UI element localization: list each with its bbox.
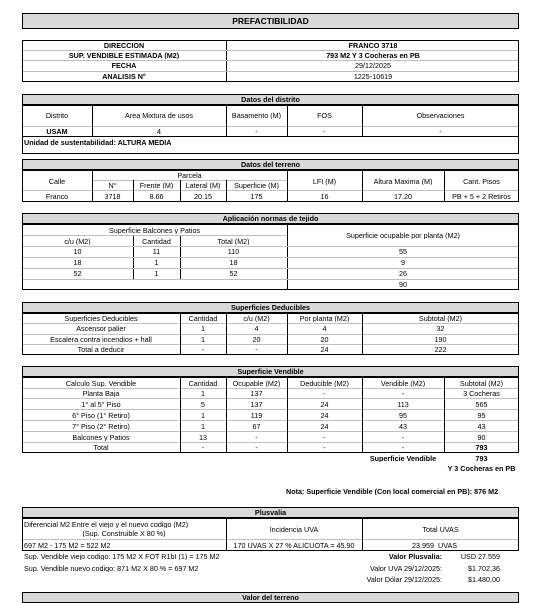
terreno-header-lateral: Lateral (M) (185, 182, 221, 190)
vendible-cell: - (401, 444, 405, 452)
tejido-cell: 55 (399, 248, 407, 256)
vendible-total: 793 (475, 444, 488, 452)
vendible-cell: - (323, 390, 326, 398)
tejido-cell: 18 (73, 259, 82, 267)
tejido-cell: 10 (73, 248, 82, 256)
valor-plusvalia-label: Valor Plusvalia: (388, 553, 442, 561)
vendible-cell: 24 (320, 423, 329, 431)
sup-vendible-label: SUP. VENDIBLE ESTIMADA (M2) (68, 52, 180, 60)
vendible-cell: - (323, 444, 326, 452)
vendible-cell: 137 (250, 401, 263, 409)
deducibles-cell: 1 (201, 336, 205, 344)
direccion-value: FRANCO 3718 (348, 42, 398, 50)
vendible-cell: 67 (252, 423, 261, 431)
vendible-header: Cantidad (188, 380, 218, 388)
plusvalia-col1-header: Diferencial M2 Entre el viejo y el nuevo codigo (M2) (24, 521, 189, 529)
deducibles-cell: 20 (252, 336, 261, 344)
distrito-header-distrito: Distrito (45, 112, 69, 120)
terreno-header-lfi: LFI (M) (312, 178, 337, 186)
tejido-title: Aplicación normas de tejido (222, 215, 319, 223)
frente-value: 8.66 (149, 193, 164, 201)
vendible-cell: 565 (475, 401, 488, 409)
tejido-group-header: Superficie Balcones y Patios (108, 227, 201, 235)
tejido-total: 90 (399, 281, 407, 289)
plusvalia-col3-unit: UVAS (438, 542, 458, 550)
tejido-cell: 110 (227, 248, 240, 256)
terreno-header-frente: Frente (M) (139, 182, 174, 190)
plusvalia-title: Plusvalia (254, 509, 287, 517)
plusvalia-col2-value: 170 UVAS X 27 % ALICUOTA = 45.90 (233, 542, 355, 550)
fos-value: - (323, 128, 326, 136)
tejido-cell: 18 (229, 259, 238, 267)
terreno-header-pisos: Cant. Pisos (463, 178, 500, 186)
fecha-value: 29/12/2025 (355, 62, 391, 70)
tejido-cell: 11 (152, 248, 161, 256)
distrito-title: Datos del distrito (241, 96, 300, 104)
vendible-title: Superficie Vendible (237, 368, 304, 376)
terreno-title: Datos del terreno (240, 161, 301, 169)
pisos-value: PB + 5 + 2 Retiros (452, 193, 511, 201)
tejido-cell: 9 (401, 259, 405, 267)
deducibles-cell: - (201, 346, 205, 354)
terreno-header-parcela: Parcela (177, 172, 202, 180)
tejido-header-total: Total (M2) (217, 238, 250, 246)
deducibles-header: Cantidad (188, 315, 218, 323)
vendible-header: Subtotal (M2) (459, 380, 504, 388)
vendible-cell: - (201, 444, 205, 452)
deducibles-header: Por planta (M2) (299, 315, 350, 323)
tejido-right-header: Superficie ocupable por planta (M2) (346, 232, 460, 240)
tejido-header-cu: c/u (M2) (64, 238, 91, 246)
tejido-cell: 52 (73, 270, 82, 278)
distrito-value: USAM (46, 128, 68, 136)
analisis-value: 1225-10619 (353, 73, 393, 81)
tejido-cell: 1 (154, 259, 159, 267)
deducibles-cell: 32 (436, 325, 445, 333)
deducibles-cell: Ascensor palier (76, 325, 126, 333)
distrito-note: Unidad de sustentabilidad: ALTURA MEDIA (24, 139, 172, 147)
vendible-cell: 43 (399, 423, 407, 431)
altura-value: 17.20 (394, 193, 412, 201)
vendible-cell: 24 (320, 412, 329, 420)
plusvalia-col1-subheader: (Sup. Construible X 80 %) (82, 530, 166, 538)
distrito-header-area: Area Mixtura de usos (125, 112, 193, 120)
deducibles-cell: 1 (201, 325, 205, 333)
deducibles-cell: 20 (320, 336, 329, 344)
vendible-cell: - (401, 434, 405, 442)
vendible-cell: 3 Cocheras (463, 390, 500, 398)
analisis-label: ANALISIS N° (102, 73, 146, 81)
vendible-header: Vendible (M2) (380, 380, 426, 388)
vendible-cell: 95 (399, 412, 407, 420)
direccion-label: DIRECCION (103, 42, 145, 50)
valor-dolar-value: $1.480,00 (468, 576, 500, 584)
plusvalia-col2-header: Incidencia UVA (269, 526, 319, 534)
vendible-cell: Balcones y Patios (72, 434, 130, 442)
fecha-label: FECHA (111, 62, 137, 70)
vendible-cell: 95 (477, 412, 486, 420)
vendible-cell: 24 (320, 401, 329, 409)
deducibles-title: Superficies Deducibles (230, 304, 311, 312)
deducibles-cell: 4 (322, 325, 327, 333)
vendible-summary-extra: Y 3 Cocheras en PB (447, 465, 516, 473)
vendible-cell: 119 (250, 412, 263, 420)
vendible-summary-value: 793 (475, 455, 488, 463)
vendible-header: Deducible (M2) (300, 380, 349, 388)
deducibles-header: Subtotal (M2) (418, 315, 463, 323)
vendible-cell: - (401, 390, 405, 398)
plusvalia-line2: Sup. Vendible nuevo codigo: 871 M2 X 80 % = 697 M2 (24, 565, 199, 573)
lateral-value: 20.15 (194, 193, 212, 201)
vendible-cell: - (255, 444, 258, 452)
tejido-cell: 26 (399, 270, 407, 278)
vendible-header: Calculo Sup. Vendible (65, 380, 137, 388)
deducibles-cell: 222 (434, 346, 447, 354)
valor-uva-value: $1.702,36 (468, 565, 500, 573)
deducibles-cell: - (255, 346, 258, 354)
observaciones-value: - (439, 128, 442, 136)
deducibles-header: c/u (M2) (243, 315, 270, 323)
distrito-header-observaciones: Observaciones (416, 112, 465, 120)
tejido-cell: 52 (229, 270, 238, 278)
deducibles-cell: 24 (320, 346, 329, 354)
calle-value: Franco (45, 193, 69, 201)
vendible-cell: 5 (201, 401, 205, 409)
distrito-header-basamento: Basamento (M) (231, 112, 282, 120)
valor-uva-label: Valor UVA 29/12/2025: (369, 565, 442, 573)
terreno-valor-title: Valor del terreno (242, 594, 299, 602)
deducibles-header: Superficies Deducibles (64, 315, 138, 323)
vendible-cell: - (255, 434, 258, 442)
vendible-cell: Total (93, 444, 109, 452)
sup-vendible-value: 793 M2 Y 3 Cocheras en PB (326, 52, 420, 60)
area-value: 4 (157, 128, 161, 136)
vendible-cell: 1 (201, 390, 205, 398)
plusvalia-col1-value: 697 M2 - 175 M2 = 522 M2 (24, 542, 111, 550)
vendible-summary-label: Superficie Vendible (369, 455, 437, 463)
vendible-cell: 43 (477, 423, 486, 431)
basamento-value: - (255, 128, 258, 136)
numero-value: 3718 (104, 193, 121, 201)
distrito-header-fos: FOS (317, 112, 332, 120)
deducibles-cell: Total a deducir (77, 346, 125, 354)
vendible-cell: Planta Baja (82, 390, 120, 398)
plusvalia-col3-value: 23.959 (412, 542, 434, 550)
page-title: PREFACTIBILIDAD (232, 17, 309, 26)
terreno-header-superficie: Superficie (M) (234, 182, 279, 190)
vendible-cell: 113 (397, 401, 409, 409)
valor-plusvalia-value: USD 27.559 (460, 553, 500, 561)
plusvalia-line1: Sup. Vendible viejo codigo: 175 M2 X FOT R1bI (1) = 175 M2 (24, 553, 220, 561)
vendible-cell: 1° al 5° Piso (81, 401, 121, 409)
vendible-note: Nota: Superficie Vendible (Con local comercial en PB): 876 M2 (286, 488, 499, 496)
terreno-header-altura: Altura Maxima (M) (373, 178, 433, 186)
vendible-cell: - (323, 434, 326, 442)
vendible-cell: 1 (201, 412, 205, 420)
vendible-cell: 90 (477, 434, 486, 442)
lfi-value: 16 (320, 193, 329, 201)
vendible-cell: 7° Piso (2° Retiro) (72, 423, 130, 431)
plusvalia-col3-header: Total UVAS (422, 526, 459, 534)
terreno-header-calle: Calle (48, 178, 66, 186)
tejido-header-cantidad: Cantidad (142, 238, 171, 246)
terreno-header-numero: N° (108, 182, 117, 190)
valor-dolar-label: Valor Dólar 29/12/2025: (366, 576, 442, 584)
deducibles-cell: 4 (254, 325, 259, 333)
deducibles-cell: 190 (434, 336, 447, 344)
tejido-cell: 1 (154, 270, 159, 278)
vendible-header: Ocupable (M2) (232, 380, 281, 388)
superficie-value: 175 (250, 193, 263, 201)
vendible-cell: 13 (199, 434, 207, 442)
vendible-cell: 1 (201, 423, 205, 431)
deducibles-cell: Escalera contra incendios + hall (50, 336, 152, 344)
vendible-cell: 137 (250, 390, 263, 398)
vendible-cell: 6° Piso (1° Retiro) (72, 412, 130, 420)
